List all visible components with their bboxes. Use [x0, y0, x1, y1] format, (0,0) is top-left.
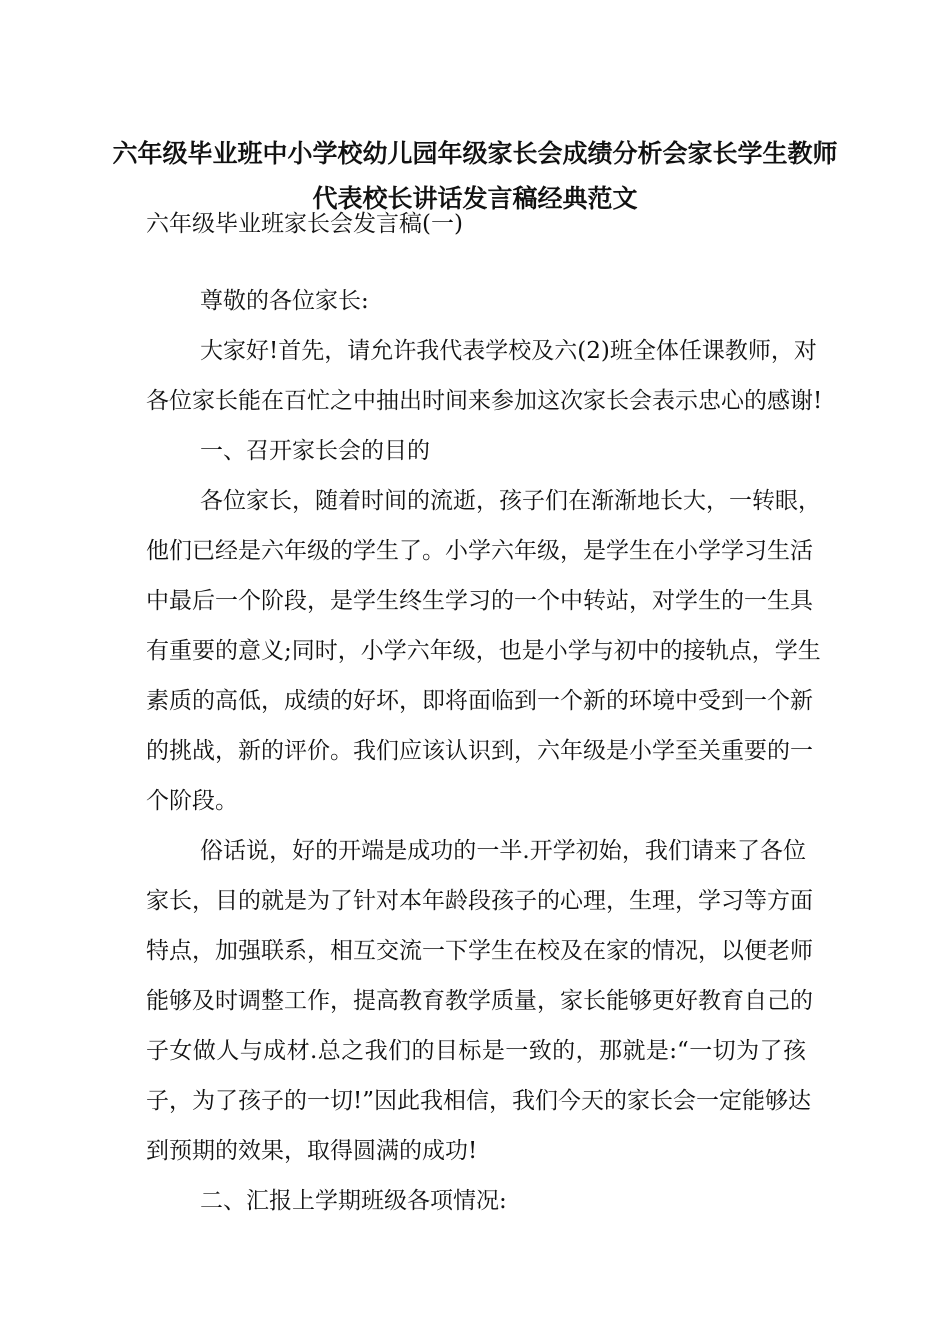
paragraph-2-line: 个阶段。 — [146, 788, 238, 814]
paragraph-3-line: 子，为了孩子的一切!”因此我相信，我们今天的家长会一定能够达 — [146, 1088, 812, 1114]
paragraph-2-line: 的挑战，新的评价。我们应该认识到，六年级是小学至关重要的一 — [146, 738, 813, 764]
document-subtitle: 六年级毕业班家长会发言稿(一) — [146, 211, 463, 237]
paragraph-2-line: 各位家长，随着时间的流逝，孩子们在渐渐地长大，一转眼， — [200, 488, 821, 514]
section-heading-2: 二、汇报上学期班级各项情况: — [200, 1188, 507, 1214]
paragraph-3-line: 特点，加强联系，相互交流一下学生在校及在家的情况，以便老师 — [146, 938, 813, 964]
paragraph-1-line: 各位家长能在百忙之中抽出时间来参加这次家长会表示忠心的感谢! — [146, 388, 823, 414]
document-title-line-1: 六年级毕业班中小学校幼儿园年级家长会成绩分析会家长学生教师 — [112, 139, 838, 168]
paragraph-3-line: 家长，目的就是为了针对本年龄段孩子的心理，生理，学习等方面 — [146, 888, 813, 914]
paragraph-2-line: 素质的高低，成绩的好坏，即将面临到一个新的环境中受到一个新 — [146, 688, 813, 714]
section-heading-1: 一、召开家长会的目的 — [200, 438, 430, 464]
paragraph-1-line: 大家好!首先，请允许我代表学校及六(2)班全体任课教师，对 — [200, 338, 817, 364]
paragraph-2-line: 中最后一个阶段，是学生终生学习的一个中转站，对学生的一生具 — [146, 588, 813, 614]
paragraph-2-line: 有重要的意义;同时，小学六年级，也是小学与初中的接轨点，学生 — [146, 638, 821, 664]
paragraph-3-line: 能够及时调整工作，提高教育教学质量，家长能够更好教育自己的 — [146, 988, 813, 1014]
paragraph-3-line: 俗话说，好的开端是成功的一半.开学初始，我们请来了各位 — [200, 838, 806, 864]
document-title-line-2: 代表校长讲话发言稿经典范文 — [312, 184, 638, 213]
salutation: 尊敬的各位家长: — [200, 288, 369, 314]
paragraph-3-line: 到预期的效果，取得圆满的成功! — [146, 1138, 478, 1164]
paragraph-2-line: 他们已经是六年级的学生了。小学六年级，是学生在小学学习生活 — [146, 538, 813, 564]
paragraph-3-line: 子女做人与成材.总之我们的目标是一致的，那就是:“一切为了孩 — [146, 1038, 806, 1064]
